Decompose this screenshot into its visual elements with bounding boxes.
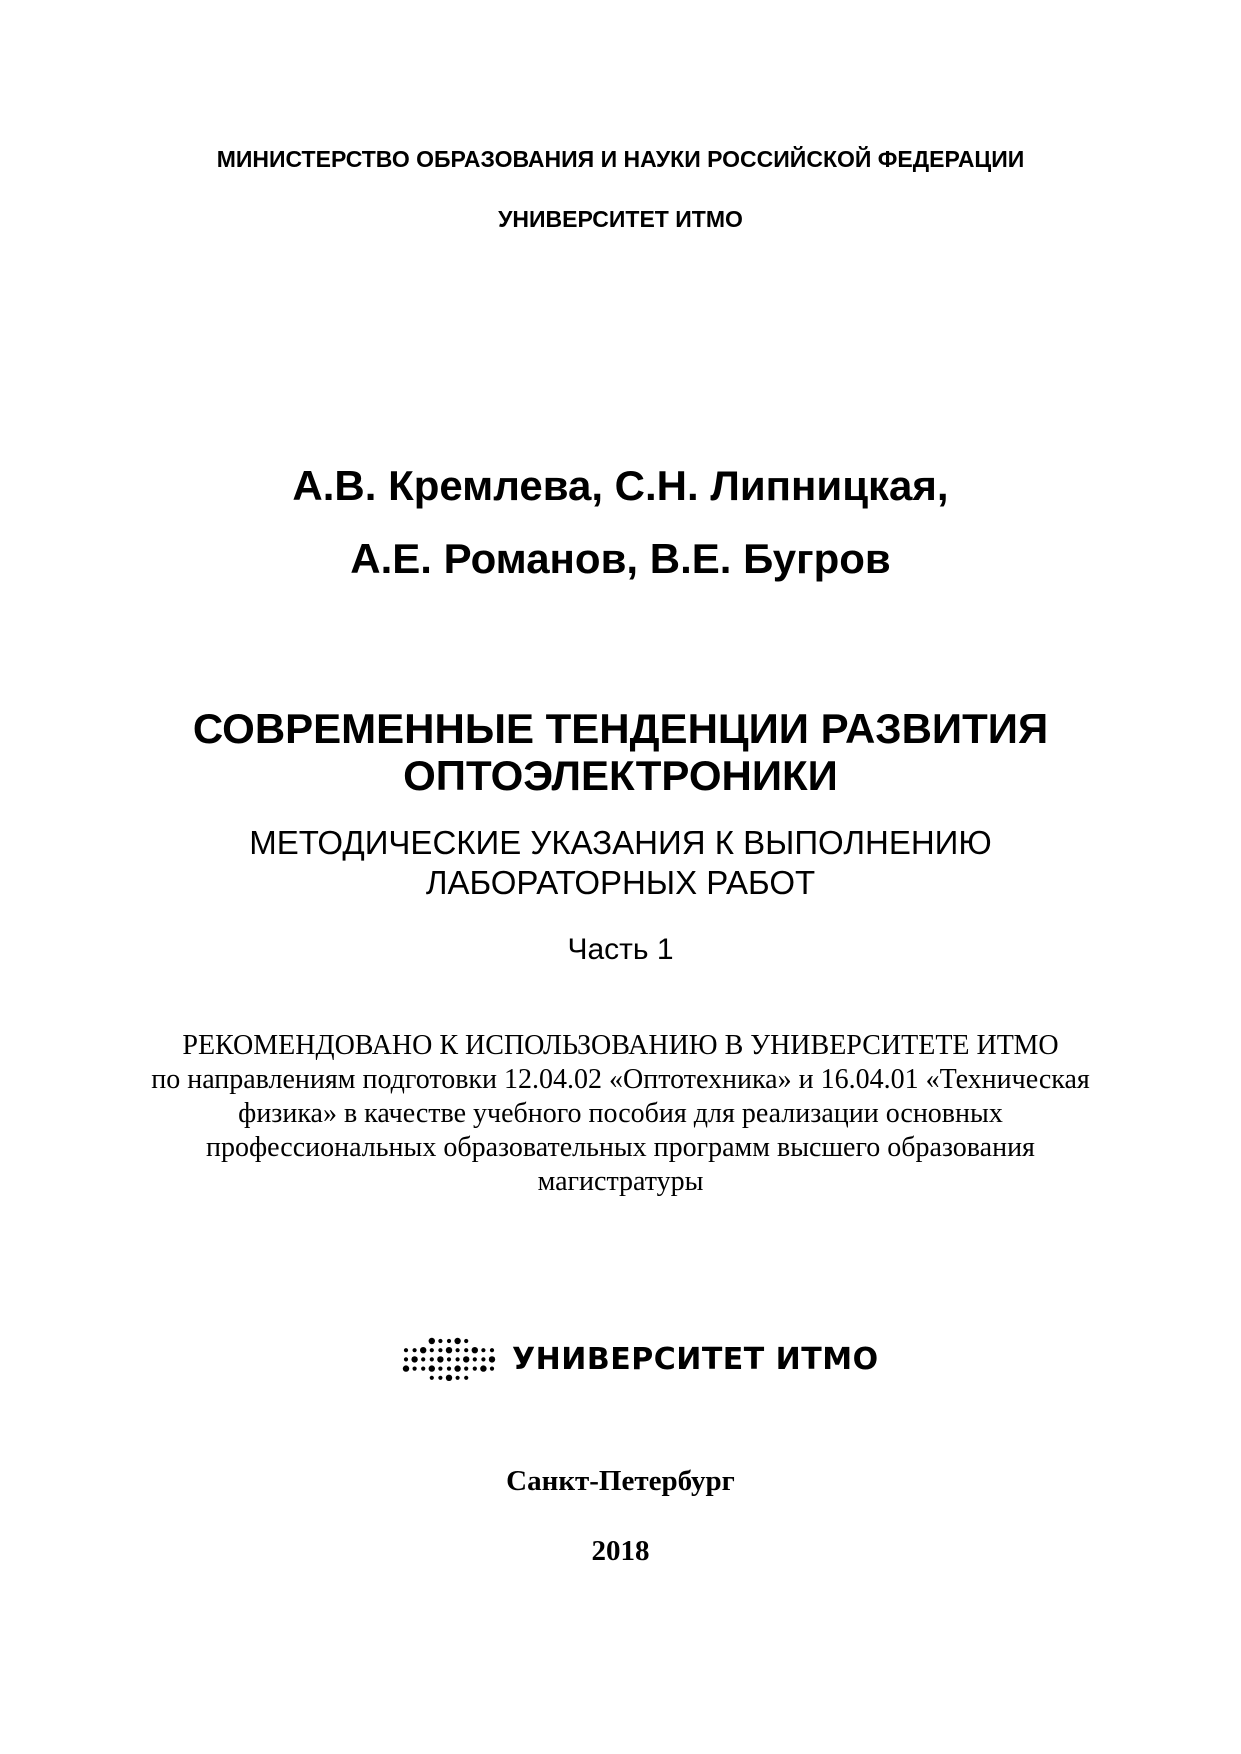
logo-dot [446, 1375, 452, 1381]
logo-dot [438, 1348, 442, 1352]
logo-dot [429, 1338, 435, 1344]
university-heading: УНИВЕРСИТЕТ ИТМО [498, 206, 743, 232]
logo-dot [447, 1367, 451, 1371]
logo-dot [430, 1376, 434, 1380]
logo-dot [481, 1357, 485, 1361]
logo-dot [456, 1357, 460, 1361]
authors-line-1: А.В. Кремлева, С.Н. Липницкая, [292, 462, 949, 509]
logo-dot [473, 1357, 477, 1361]
logo-dot [421, 1357, 425, 1361]
logo-dot [404, 1357, 408, 1361]
logo-dot [456, 1376, 460, 1380]
logo-dot [473, 1367, 477, 1371]
year: 2018 [591, 1535, 650, 1567]
logo-dot [430, 1348, 434, 1352]
logo-dot [420, 1347, 426, 1353]
logo-dot [438, 1376, 442, 1380]
logo-dot [454, 1338, 460, 1344]
logo-dot [404, 1348, 408, 1352]
logo-dot [480, 1365, 486, 1371]
recommendation-line-3: физика» в качестве учебного пособия для реализации основных [238, 1098, 1003, 1129]
logo-dot [411, 1356, 417, 1362]
logo-dot [447, 1357, 451, 1361]
subtitle-line-1: МЕТОДИЧЕСКИЕ УКАЗАНИЯ К ВЫПОЛНЕНИЮ [249, 824, 992, 861]
logo-dot [430, 1357, 434, 1361]
itmo-logo [400, 1335, 879, 1383]
logo-dot [421, 1367, 425, 1371]
recommendation-line-5: магистратуры [537, 1166, 704, 1197]
logo-dot [472, 1347, 478, 1353]
ministry-heading: МИНИСТЕРСТВО ОБРАЗОВАНИЯ И НАУКИ РОССИЙСКОЙ ФЕДЕРАЦИИ [216, 146, 1025, 172]
subtitle-line-2: ЛАБОРАТОРНЫХ РАБОТ [425, 864, 816, 901]
logo-dot [454, 1365, 460, 1371]
logo-dot [481, 1348, 485, 1352]
logo-dot [464, 1367, 468, 1371]
itmo-dots-logo-icon [400, 1335, 498, 1383]
logo-dot [489, 1356, 495, 1362]
logo-dot [490, 1348, 494, 1352]
recommendation-line-4: профессиональных образовательных программ высшего образования [206, 1132, 1035, 1163]
logo-dot [437, 1356, 443, 1362]
logo-dot [464, 1348, 468, 1352]
logo-dot [464, 1376, 468, 1380]
logo-dot [490, 1367, 494, 1371]
recommendation-line-2: по направлениям подготовки 12.04.02 «Оптотехника» и 16.04.01 «Техническая [151, 1064, 1090, 1095]
logo-dot [456, 1348, 460, 1352]
logo-dot [429, 1365, 435, 1371]
logo-dot [464, 1339, 468, 1343]
title-line-2: ОПТОЭЛЕКТРОНИКИ [403, 752, 838, 799]
logo-dot [438, 1367, 442, 1371]
logo-dot [413, 1348, 417, 1352]
authors-line-2: А.Е. Романов, В.Е. Бугров [350, 535, 891, 582]
title-line-1: СОВРЕМЕННЫЕ ТЕНДЕНЦИИ РАЗВИТИЯ [192, 705, 1049, 752]
recommendation-line-1: РЕКОМЕНДОВАНО К ИСПОЛЬЗОВАНИЮ В УНИВЕРСИТЕТЕ ИТМО [182, 1030, 1059, 1061]
logo-text: УНИВЕРСИТЕТ ИТМО [512, 1341, 879, 1377]
logo-dot [403, 1365, 409, 1371]
logo-dot [447, 1339, 451, 1343]
logo-dot [463, 1356, 469, 1362]
part-label: Часть 1 [567, 933, 674, 966]
logo-dot [438, 1339, 442, 1343]
logo-dot [413, 1367, 417, 1371]
logo-dot [446, 1347, 452, 1353]
city: Санкт-Петербург [506, 1465, 735, 1497]
